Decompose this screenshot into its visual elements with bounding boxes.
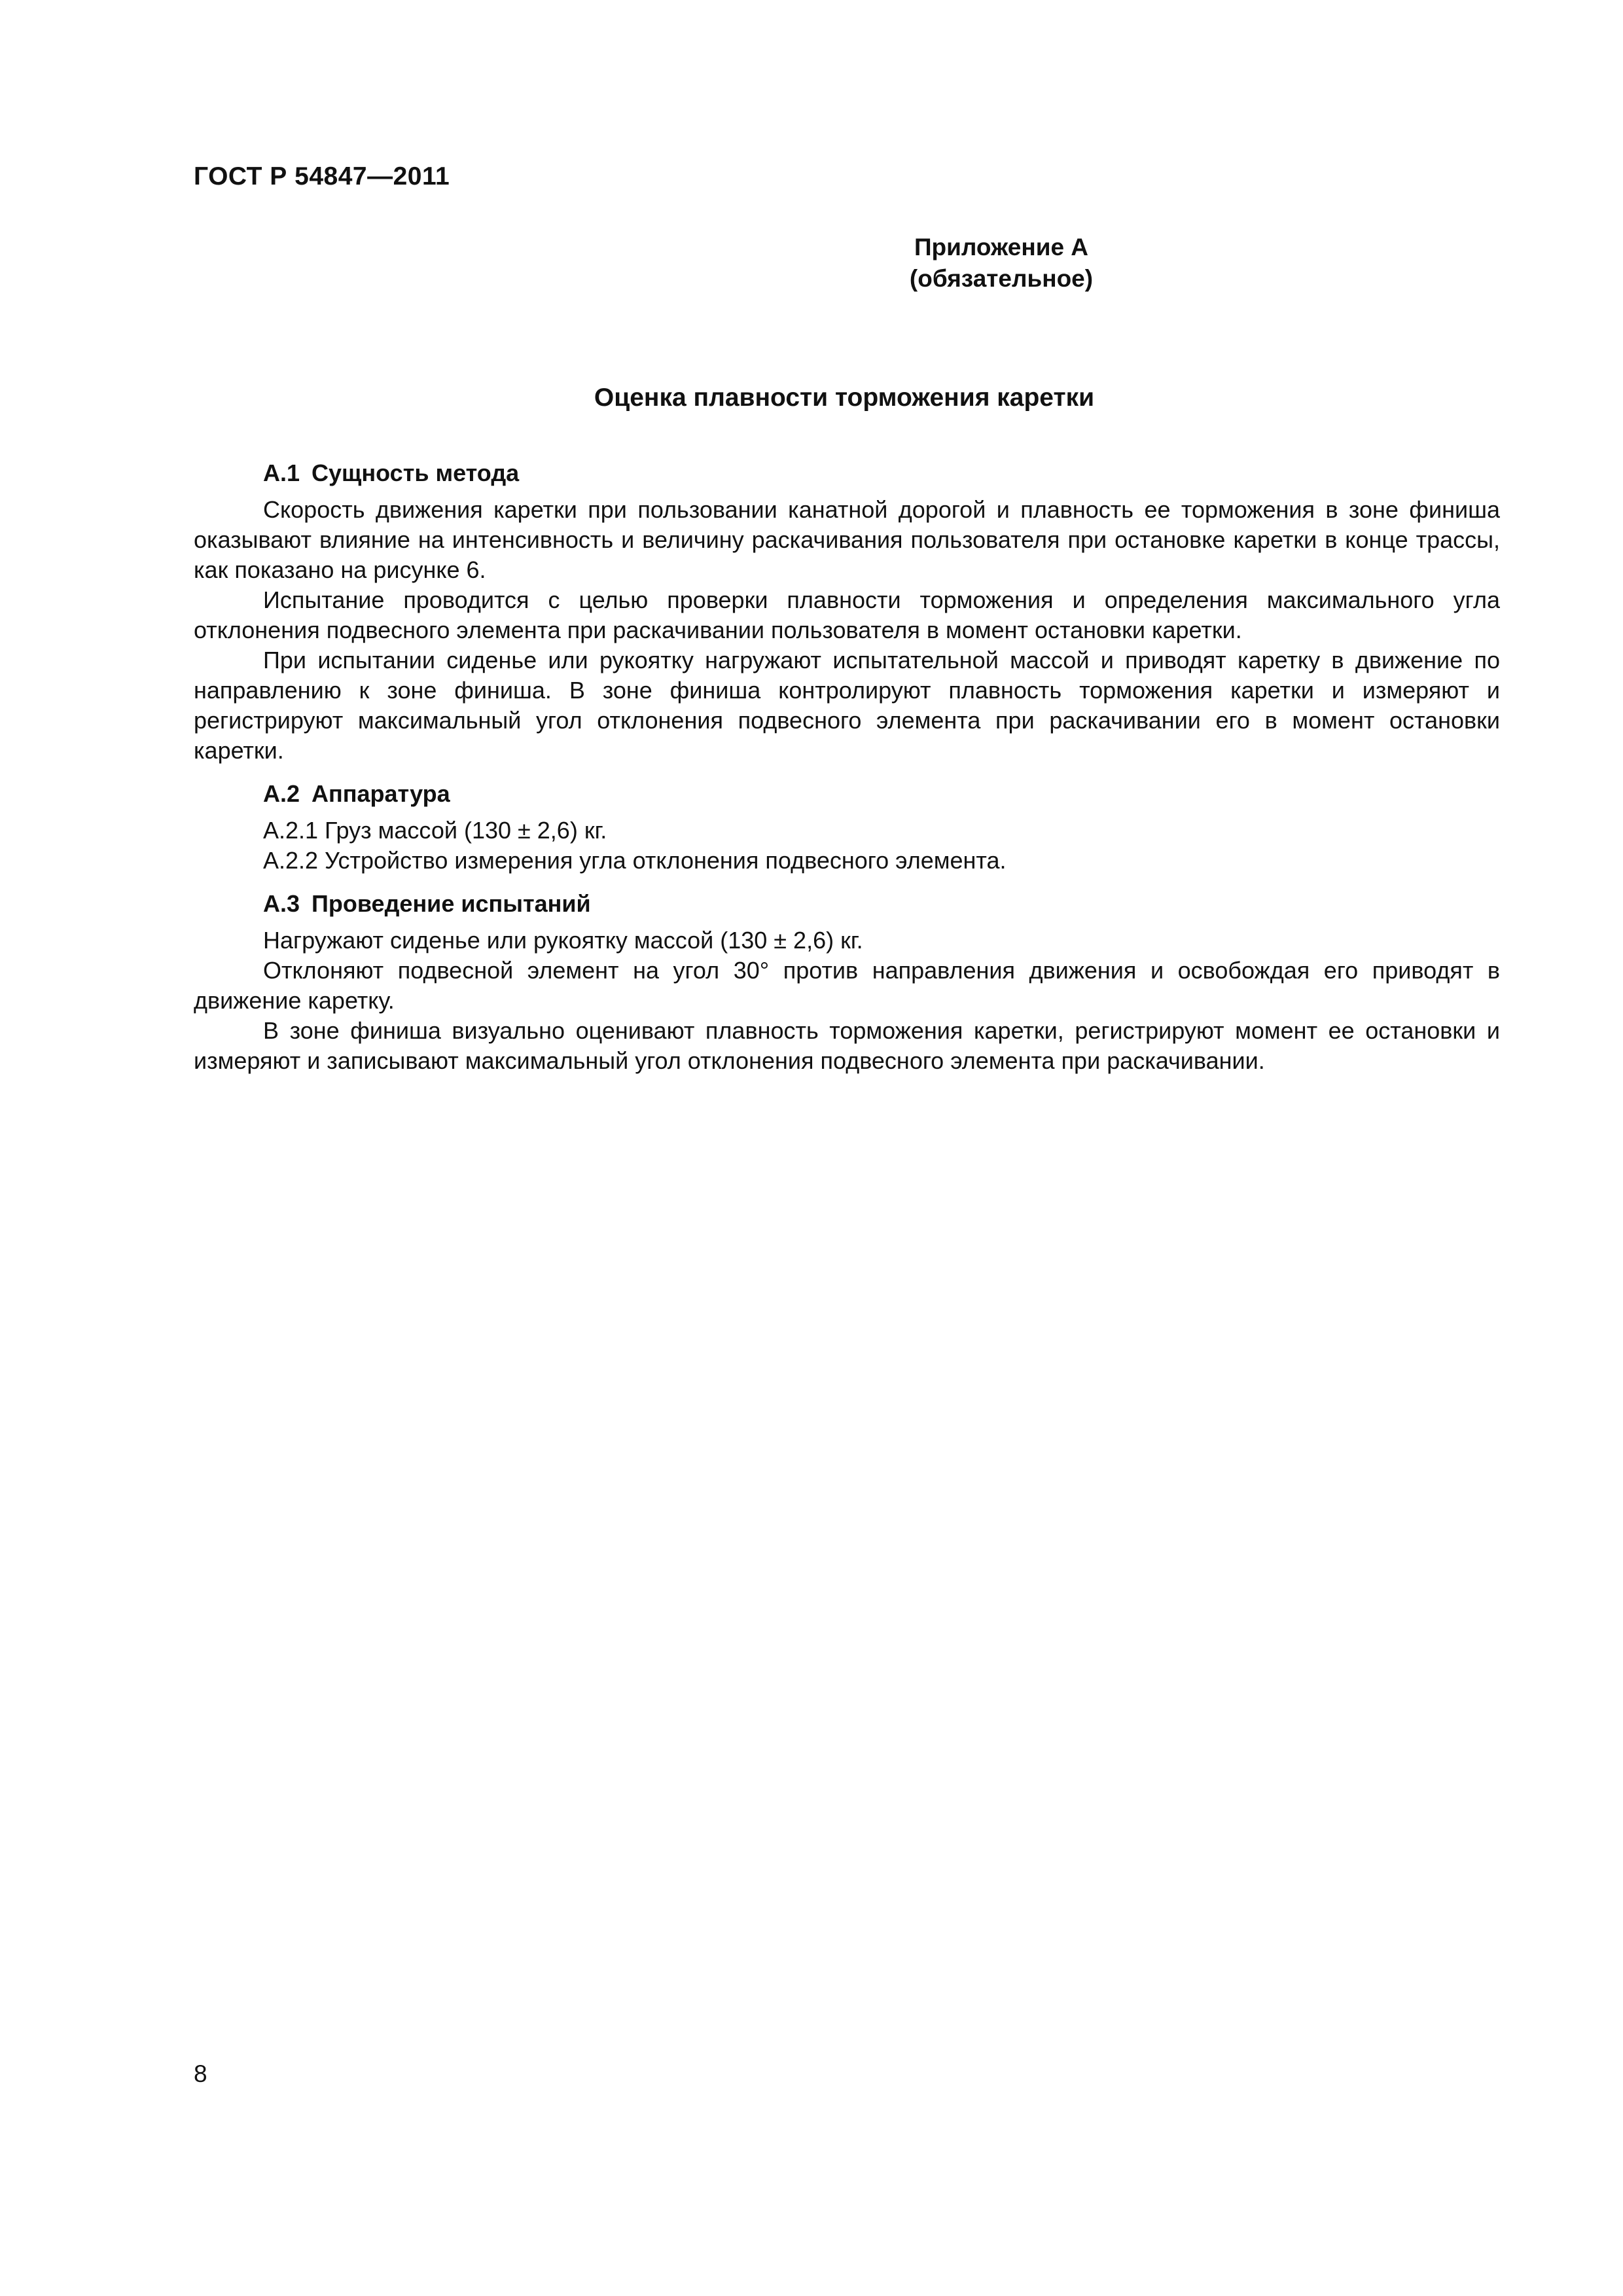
annex-label: Приложение А [914, 234, 1089, 260]
section-number: А.3 [263, 890, 300, 917]
paragraph: При испытании сиденье или рукоятку нагружают испытательной массой и приводят каретку в движение по направлению к зоне финиша. В зоне финиша контролируют плавность торможения каретки и измеряют и регистрируют максимальный угол отклонения подвесного элемента при раскачивании его в момент остановки каретки. [194, 647, 1500, 764]
list-item: А.2.2 Устройство измерения угла отклонения подвесного элемента. [263, 847, 1007, 874]
annex-heading [654, 232, 1348, 295]
paragraph: Нагружают сиденье или рукоятку массой (130 ± 2,6) кг. [263, 927, 863, 954]
paragraph: Скорость движения каретки при пользовании канатной дорогой и плавность ее торможения в зоне финиша оказывают влияние на интенсивность и величину раскачивания пользователя при остановке каретки в конце трассы, как показано на рисунке 6. [194, 496, 1500, 583]
paragraph: Испытание проводится с целью проверки плавности торможения и определения максимального угла отклонения подвесного элемента при раскачивании пользователя в момент остановки каретки. [194, 586, 1500, 643]
section-title: Проведение испытаний [312, 890, 591, 917]
document-code: ГОСТ Р 54847—2011 [194, 162, 450, 190]
annex-title: Оценка плавности торможения каретки [594, 384, 1095, 412]
paragraph: В зоне финиша визуально оценивают плавность торможения каретки, регистрируют момент ее остановки и измеряют и записывают максимальный угол отклонения подвесного элемента при раскачивании. [194, 1017, 1500, 1074]
annex-status: (обязательное) [909, 265, 1094, 292]
annex-body [194, 458, 1500, 1076]
section-heading-a3 [194, 889, 1500, 919]
section-number: А.1 [263, 459, 300, 486]
section-number: А.2 [263, 780, 300, 807]
section-title: Сущность метода [312, 459, 520, 486]
page-number: 8 [194, 2060, 207, 2087]
section-title: Аппаратура [312, 780, 450, 807]
list-item: А.2.1 Груз массой (130 ± 2,6) кг. [263, 817, 607, 844]
paragraph: Отклоняют подвесной элемент на угол 30° против направления движения и освобождая его приводят в движение каретку. [194, 957, 1500, 1014]
section-heading-a2 [194, 779, 1500, 809]
section-heading-a1 [194, 458, 1500, 488]
